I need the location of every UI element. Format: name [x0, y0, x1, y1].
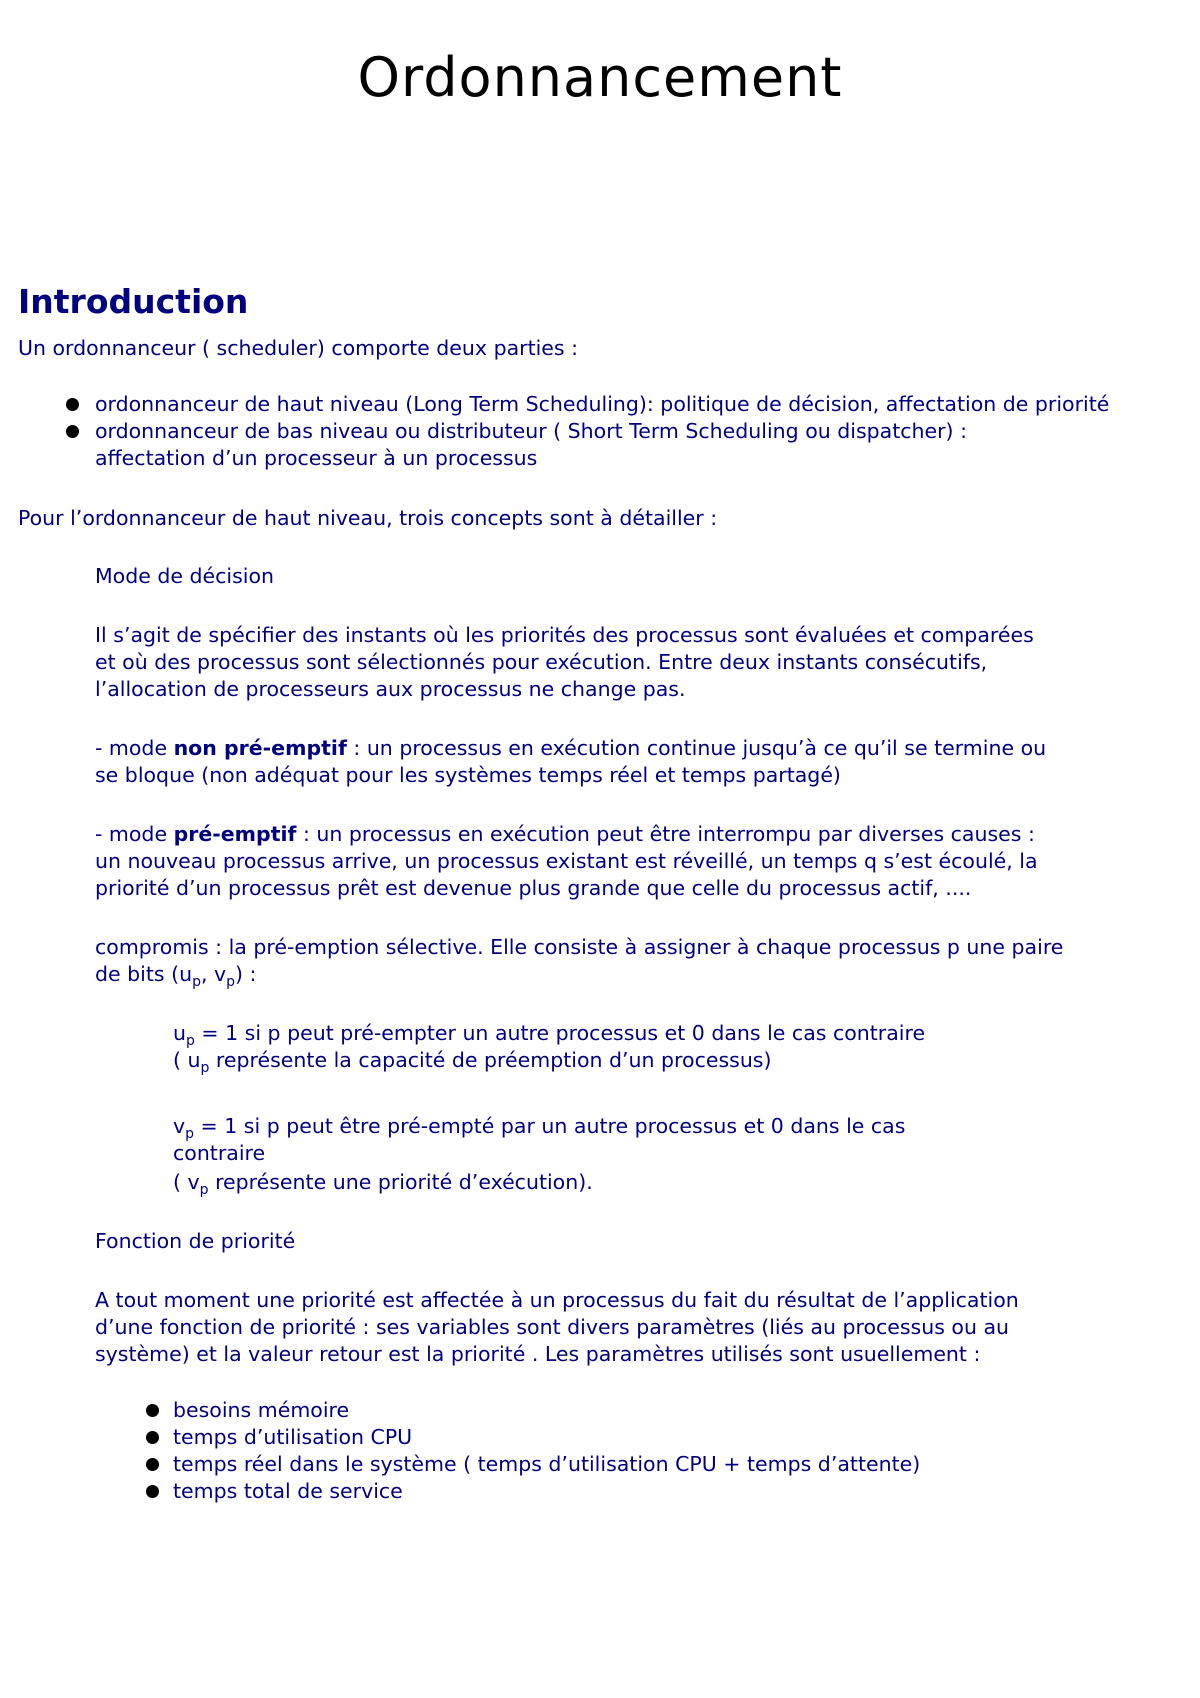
subscript-p: p [192, 974, 201, 990]
bullet-icon [66, 398, 79, 411]
compromise-line-2 [95, 961, 256, 988]
parameter-item: temps d’utilisation CPU [173, 1425, 413, 1449]
bullet-icon [66, 425, 79, 438]
subscript-p: p [185, 1126, 195, 1142]
non-preemptive-line-2: se bloque (non adéquat pour les systèmes temps réel et temps partagé) [95, 763, 841, 787]
mode-description-line: l’allocation de processeurs aux processus ne change pas. [95, 677, 686, 701]
preemptive-line-2: un nouveau processus arrive, un processus existant est réveillé, un temps q s’est écoulé, la [95, 849, 1038, 873]
subscript-p: p [200, 1060, 210, 1076]
concepts-intro: Pour l’ordonnanceur de haut niveau, trois concepts sont à détailler : [18, 506, 718, 530]
u-definition-line [173, 1020, 925, 1047]
priority-description-line: d’une fonction de priorité : ses variables sont divers paramètres (liés au processus ou au [95, 1315, 1010, 1339]
non-preemptive-rest: : un processus en exécution continue jusqu’à ce qu’il se termine ou [346, 736, 1047, 760]
v-definition-text: = 1 si p peut être pré-empté par un autre processus et 0 dans le cas [194, 1114, 906, 1138]
preemptive-line [95, 821, 1035, 848]
mode-description-line: Il s’agit de spécifier des instants où les priorités des processus sont évaluées et comparées [95, 623, 1034, 647]
intro-line: Un ordonnanceur ( scheduler) comporte deux parties : [18, 336, 579, 360]
v-definition-text: représente une priorité d’exécution). [208, 1170, 593, 1194]
level-item-low-continued: affectation d’un processeur à un processus [95, 446, 538, 470]
subscript-p: p [199, 1182, 209, 1198]
level-item-high: ordonnanceur de haut niveau (Long Term Scheduling): politique de décision, affectation de priorité [95, 392, 1110, 416]
non-preemptive-prefix: - mode [95, 736, 174, 760]
priority-description-line: système) et la valeur retour est la priorité . Les paramètres utilisés sont usuellement : [95, 1342, 981, 1366]
non-preemptive-term: non pré-emptif [173, 736, 347, 760]
v-variable: v [173, 1114, 186, 1138]
u-definition-text: représente la capacité de préemption d’un processus) [209, 1048, 772, 1072]
priority-heading: Fonction de priorité [95, 1229, 296, 1253]
subscript-p: p [186, 1033, 195, 1049]
section-heading: Introduction [18, 282, 249, 321]
v-definition-line-2: contraire [173, 1141, 266, 1165]
preemptive-prefix: - mode [95, 822, 174, 846]
u-definition-line-2 [173, 1047, 772, 1074]
v-definition-line [173, 1113, 905, 1140]
v-definition-line-3 [173, 1169, 593, 1196]
bullet-icon [146, 1404, 159, 1417]
u-definition-text: = 1 si p peut pré-empter un autre processus et 0 dans le cas contraire [194, 1021, 926, 1045]
bullet-icon [146, 1458, 159, 1471]
parameter-item: temps réel dans le système ( temps d’utilisation CPU + temps d’attente) [173, 1452, 921, 1476]
non-preemptive-line [95, 735, 1046, 762]
compromise-text: , v [200, 962, 227, 986]
parameter-item: temps total de service [173, 1479, 403, 1503]
mode-heading: Mode de décision [95, 564, 275, 588]
compromise-text: de bits (u [95, 962, 193, 986]
priority-description-line: A tout moment une priorité est affectée à un processus du fait du résultat de l’application [95, 1288, 1019, 1312]
v-definition-text: ( v [173, 1170, 200, 1194]
mode-description-line: et où des processus sont sélectionnés pour exécution. Entre deux instants consécutifs, [95, 650, 988, 674]
level-item-low: ordonnanceur de bas niveau ou distributeur ( Short Term Scheduling ou dispatcher) : [95, 419, 967, 443]
preemptive-rest: : un processus en exécution peut être interrompu par diverses causes : [296, 822, 1035, 846]
u-definition-text: ( u [173, 1048, 201, 1072]
preemptive-line-3: priorité d’un processus prêt est devenue plus grande que celle du processus actif, .... [95, 876, 972, 900]
parameter-item: besoins mémoire [173, 1398, 350, 1422]
u-variable: u [173, 1021, 186, 1045]
subscript-p: p [226, 974, 236, 990]
compromise-text: ) : [235, 962, 257, 986]
preemptive-term: pré-emptif [173, 822, 297, 846]
bullet-icon [146, 1431, 159, 1444]
page-title: Ordonnancement [357, 46, 843, 109]
bullet-icon [146, 1485, 159, 1498]
compromise-line: compromis : la pré-emption sélective. Elle consiste à assigner à chaque processus p une paire [95, 935, 1064, 959]
